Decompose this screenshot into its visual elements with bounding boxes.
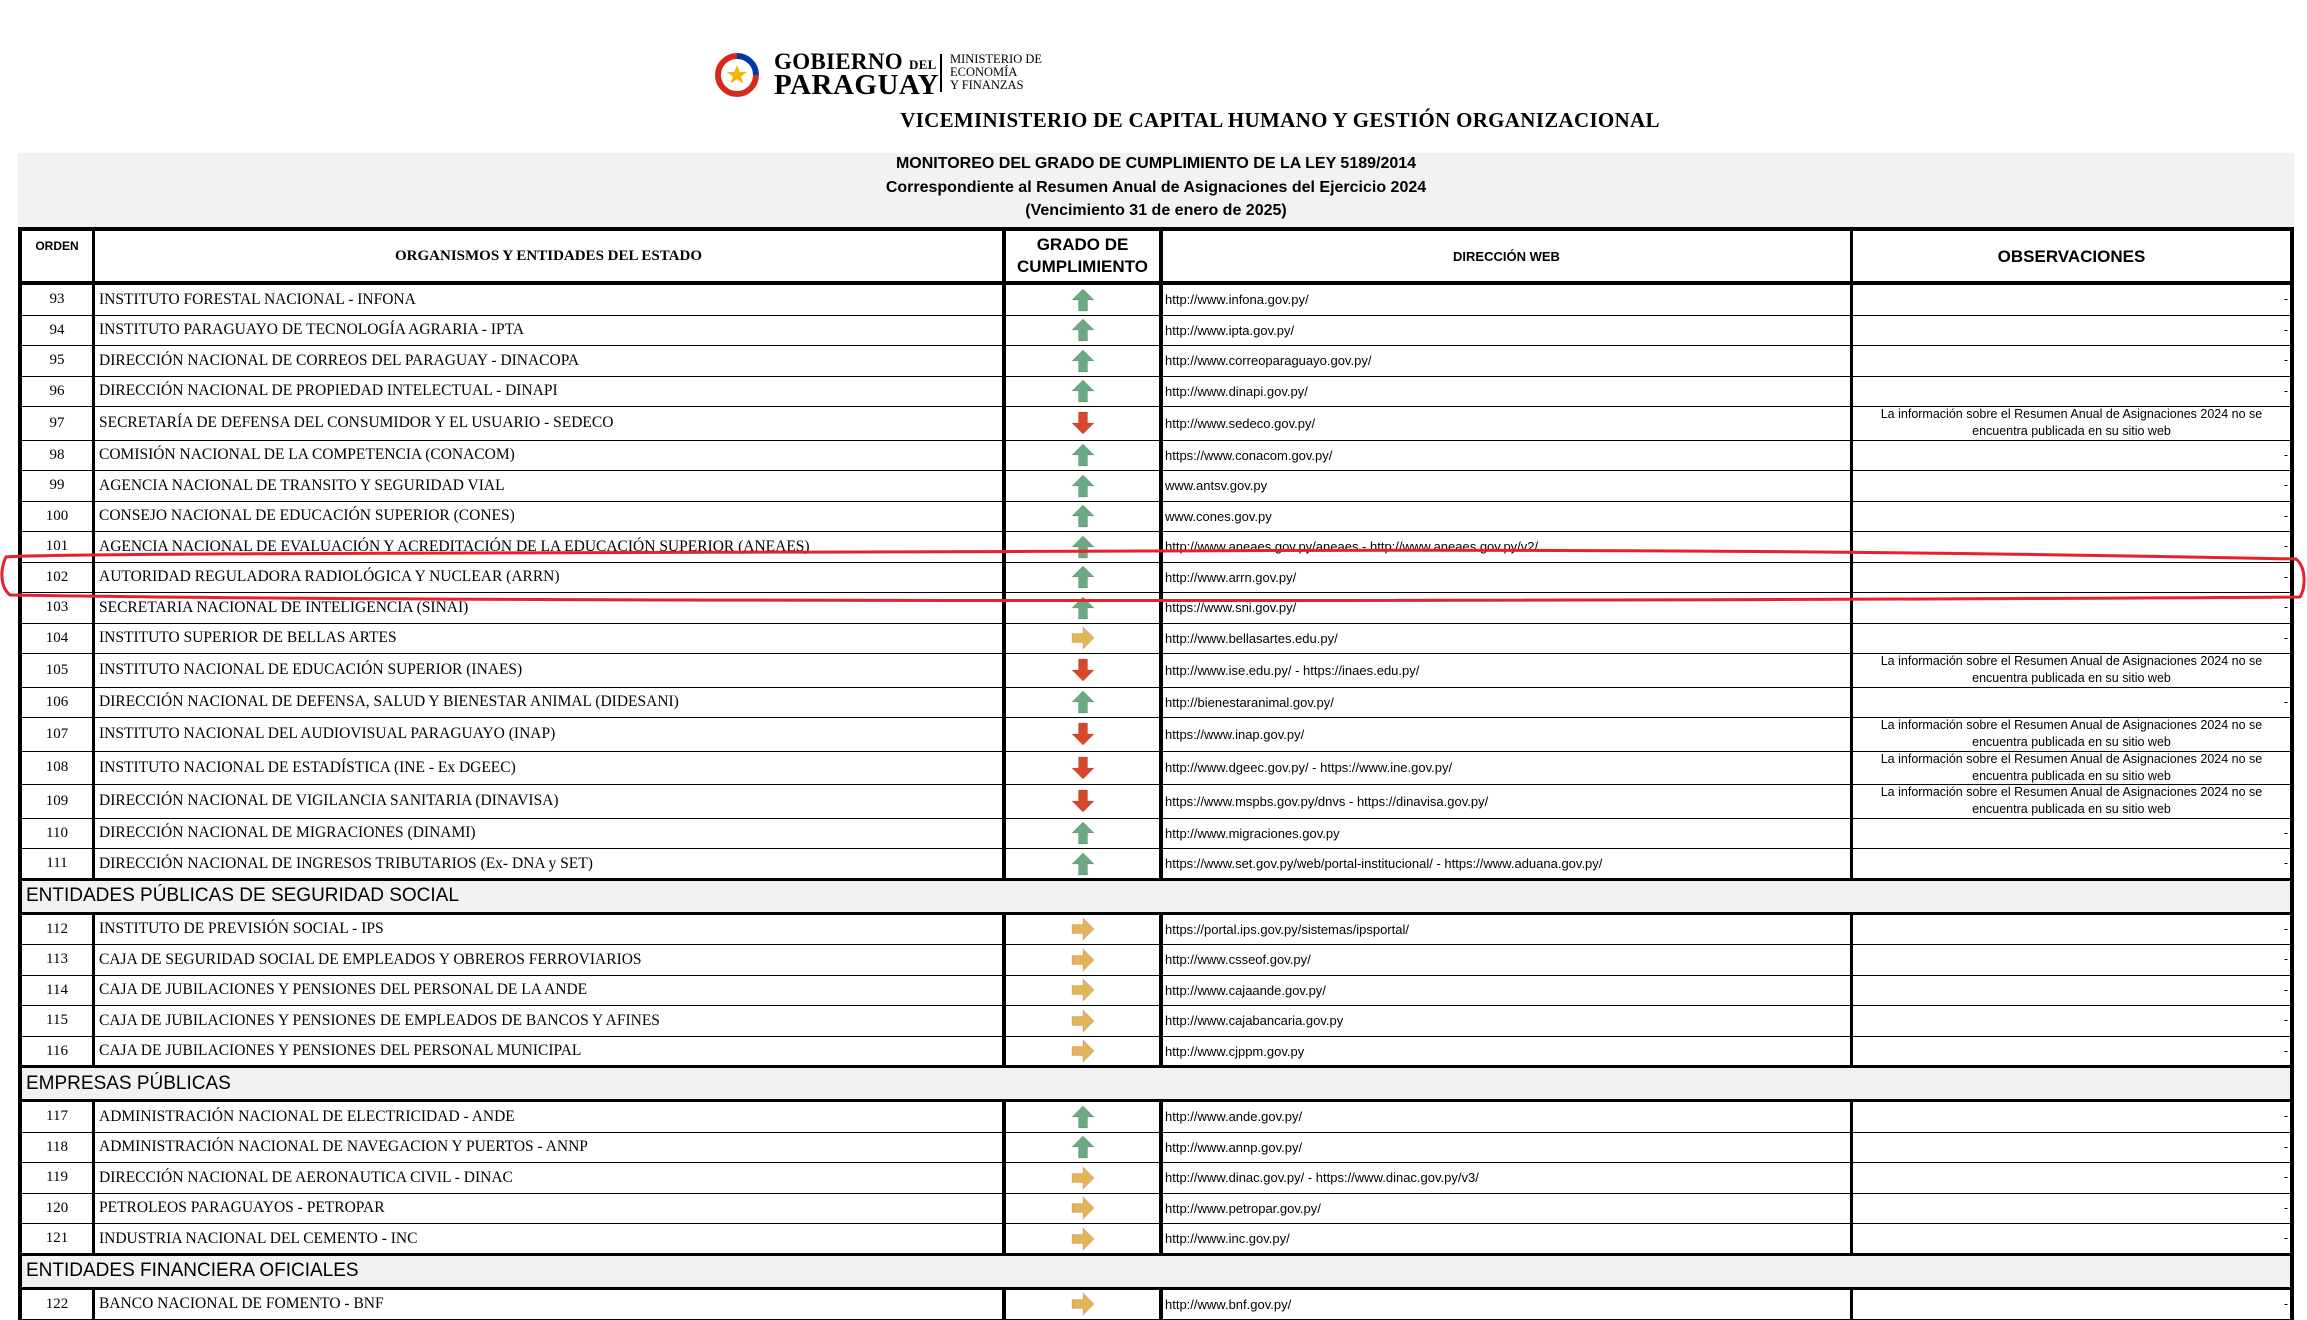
row-observation bbox=[1850, 624, 2290, 654]
row-observation bbox=[1850, 945, 2290, 975]
row-compliance bbox=[1002, 718, 1159, 751]
row-orden: 107 bbox=[22, 718, 92, 751]
arrow-down-icon bbox=[1070, 721, 1096, 747]
report-subtitle: Correspondiente al Resumen Anual de Asignaciones del Ejercicio 2024 bbox=[18, 179, 2294, 197]
row-orden: 117 bbox=[22, 1102, 92, 1132]
row-compliance bbox=[1002, 346, 1159, 376]
row-entity: CAJA DE JUBILACIONES Y PENSIONES DE EMPLEADOS DE BANCOS Y AFINES bbox=[92, 1006, 1002, 1036]
row-orden: 119 bbox=[22, 1163, 92, 1193]
row-entity: DIRECCIÓN NACIONAL DE DEFENSA, SALUD Y BIENESTAR ANIMAL (DIDESANI) bbox=[92, 688, 1002, 718]
arrow-right-icon bbox=[1070, 916, 1096, 942]
row-orden: 108 bbox=[22, 752, 92, 785]
observation-text: - bbox=[2284, 825, 2288, 842]
row-entity: PETROLEOS PARAGUAYOS - PETROPAR bbox=[92, 1194, 1002, 1224]
row-entity: INSTITUTO NACIONAL DE EDUCACIÓN SUPERIOR (INAES) bbox=[92, 654, 1002, 687]
row-web-link[interactable]: http://www.dgeec.gov.py/ - https://www.ine.gov.py/ bbox=[1159, 752, 1850, 785]
row-observation bbox=[1850, 1224, 2290, 1254]
arrow-up-icon bbox=[1070, 287, 1096, 313]
row-entity: AGENCIA NACIONAL DE EVALUACIÓN Y ACREDITACIÓN DE LA EDUCACIÓN SUPERIOR (ANEAES) bbox=[92, 532, 1002, 562]
row-web-link[interactable]: http://www.infona.gov.py/ bbox=[1159, 285, 1850, 315]
row-compliance bbox=[1002, 752, 1159, 785]
row-web-link[interactable]: www.cones.gov.py bbox=[1159, 502, 1850, 532]
row-orden: 116 bbox=[22, 1037, 92, 1067]
gobierno-logo bbox=[714, 50, 1064, 96]
row-observation bbox=[1850, 346, 2290, 376]
row-orden: 98 bbox=[22, 441, 92, 471]
row-web-link[interactable]: http://www.aneaes.gov.py/aneaes - http://www.aneaes.gov.py/v2/ bbox=[1159, 532, 1850, 562]
row-observation bbox=[1850, 316, 2290, 346]
observation-text: - bbox=[2284, 508, 2288, 525]
report-deadline: (Vencimiento 31 de enero de 2025) bbox=[18, 202, 2294, 220]
row-web-link[interactable]: http://bienestaranimal.gov.py/ bbox=[1159, 688, 1850, 718]
row-web-link[interactable]: http://www.migraciones.gov.py bbox=[1159, 819, 1850, 849]
section-header: ENTIDADES PÚBLICAS DE SEGURIDAD SOCIAL bbox=[22, 878, 2290, 915]
row-observation bbox=[1850, 819, 2290, 849]
row-orden: 101 bbox=[22, 532, 92, 562]
row-entity: CONSEJO NACIONAL DE EDUCACIÓN SUPERIOR (CONES) bbox=[92, 502, 1002, 532]
row-observation bbox=[1850, 502, 2290, 532]
table-row bbox=[22, 1037, 2290, 1068]
observation-text: - bbox=[2284, 291, 2288, 308]
row-entity: DIRECCIÓN NACIONAL DE PROPIEDAD INTELECTUAL - DINAPI bbox=[92, 377, 1002, 407]
observation-text: - bbox=[2284, 599, 2288, 616]
viceministerio-title: VICEMINISTERIO DE CAPITAL HUMANO Y GESTIÓN ORGANIZACIONAL bbox=[560, 108, 2000, 133]
row-observation bbox=[1850, 976, 2290, 1006]
observation-text: - bbox=[2284, 352, 2288, 369]
observation-text: - bbox=[2284, 1043, 2288, 1060]
observation-text: - bbox=[2284, 569, 2288, 586]
row-compliance bbox=[1002, 976, 1159, 1006]
arrow-up-icon bbox=[1070, 820, 1096, 846]
row-web-link[interactable]: http://www.arrn.gov.py/ bbox=[1159, 563, 1850, 593]
row-orden: 97 bbox=[22, 407, 92, 440]
arrow-down-icon bbox=[1070, 755, 1096, 781]
row-orden: 106 bbox=[22, 688, 92, 718]
observation-text: - bbox=[2284, 855, 2288, 872]
row-compliance bbox=[1002, 502, 1159, 532]
row-observation bbox=[1850, 1037, 2290, 1067]
table-row bbox=[22, 785, 2290, 819]
row-web-link[interactable]: http://www.bellasartes.edu.py/ bbox=[1159, 624, 1850, 654]
table-row bbox=[22, 1290, 2290, 1320]
row-orden: 122 bbox=[22, 1290, 92, 1320]
row-compliance bbox=[1002, 654, 1159, 687]
row-compliance bbox=[1002, 1133, 1159, 1163]
row-entity: CAJA DE JUBILACIONES Y PENSIONES DEL PERSONAL DE LA ANDE bbox=[92, 976, 1002, 1006]
row-observation bbox=[1850, 1133, 2290, 1163]
table-row bbox=[22, 316, 2290, 347]
table-row bbox=[22, 563, 2290, 594]
table-row bbox=[22, 752, 2290, 786]
row-entity: DIRECCIÓN NACIONAL DE VIGILANCIA SANITARIA (DINAVISA) bbox=[92, 785, 1002, 818]
row-compliance bbox=[1002, 849, 1159, 879]
row-compliance bbox=[1002, 1006, 1159, 1036]
observation-text: - bbox=[2284, 1108, 2288, 1125]
table-row bbox=[22, 819, 2290, 850]
row-entity: INSTITUTO SUPERIOR DE BELLAS ARTES bbox=[92, 624, 1002, 654]
arrow-right-icon bbox=[1070, 1165, 1096, 1191]
table-row bbox=[22, 502, 2290, 533]
arrow-down-icon bbox=[1070, 788, 1096, 814]
row-compliance bbox=[1002, 819, 1159, 849]
table-header-row bbox=[22, 231, 2290, 285]
table-row bbox=[22, 471, 2290, 502]
row-observation bbox=[1850, 377, 2290, 407]
row-entity: INSTITUTO DE PREVISIÓN SOCIAL - IPS bbox=[92, 915, 1002, 945]
table-row bbox=[22, 1224, 2290, 1255]
row-web-link[interactable]: http://www.dinapi.gov.py/ bbox=[1159, 377, 1850, 407]
row-observation bbox=[1850, 718, 2290, 751]
table-row bbox=[22, 1163, 2290, 1194]
row-observation bbox=[1850, 785, 2290, 818]
row-observation bbox=[1850, 1290, 2290, 1320]
row-observation bbox=[1850, 471, 2290, 501]
arrow-up-icon bbox=[1070, 1134, 1096, 1160]
row-web-link[interactable]: http://www.petropar.gov.py/ bbox=[1159, 1194, 1850, 1224]
table-row bbox=[22, 654, 2290, 688]
header-organismos: ORGANISMOS Y ENTIDADES DEL ESTADO bbox=[92, 231, 1002, 281]
arrow-up-icon bbox=[1070, 348, 1096, 374]
arrow-right-icon bbox=[1070, 977, 1096, 1003]
row-orden: 112 bbox=[22, 915, 92, 945]
observation-text: La información sobre el Resumen Anual de Asignaciones 2024 no se encuentra publicada en su sitio web bbox=[1857, 784, 2286, 818]
header-grado: GRADO DE CUMPLIMIENTO bbox=[1002, 231, 1159, 281]
row-orden: 120 bbox=[22, 1194, 92, 1224]
row-entity: ADMINISTRACIÓN NACIONAL DE ELECTRICIDAD - ANDE bbox=[92, 1102, 1002, 1132]
row-compliance bbox=[1002, 441, 1159, 471]
row-compliance bbox=[1002, 1194, 1159, 1224]
arrow-right-icon bbox=[1070, 625, 1096, 651]
section-header: ENTIDADES FINANCIERA OFICIALES bbox=[22, 1253, 2290, 1290]
table-row bbox=[22, 1006, 2290, 1037]
header-orden: ORDEN bbox=[22, 231, 92, 281]
row-orden: 102 bbox=[22, 563, 92, 593]
row-observation bbox=[1850, 654, 2290, 687]
row-compliance bbox=[1002, 624, 1159, 654]
row-web-link[interactable]: https://www.mspbs.gov.py/dnvs - https://dinavisa.gov.py/ bbox=[1159, 785, 1850, 818]
observation-text: La información sobre el Resumen Anual de Asignaciones 2024 no se encuentra publicada en su sitio web bbox=[1857, 653, 2286, 687]
table-row bbox=[22, 593, 2290, 624]
row-web-link[interactable]: https://www.inap.gov.py/ bbox=[1159, 718, 1850, 751]
arrow-up-icon bbox=[1070, 442, 1096, 468]
row-orden: 94 bbox=[22, 316, 92, 346]
compliance-table bbox=[18, 227, 2294, 1320]
row-web-link[interactable]: https://www.sni.gov.py/ bbox=[1159, 593, 1850, 623]
header-web: DIRECCIÓN WEB bbox=[1159, 231, 1850, 281]
observation-text: - bbox=[2284, 1139, 2288, 1156]
arrow-right-icon bbox=[1070, 1291, 1096, 1317]
row-orden: 103 bbox=[22, 593, 92, 623]
row-orden: 113 bbox=[22, 945, 92, 975]
row-compliance bbox=[1002, 1037, 1159, 1067]
row-entity: INSTITUTO FORESTAL NACIONAL - INFONA bbox=[92, 285, 1002, 315]
observation-text: - bbox=[2284, 1169, 2288, 1186]
table-row bbox=[22, 441, 2290, 472]
observation-text: - bbox=[2284, 477, 2288, 494]
row-compliance bbox=[1002, 688, 1159, 718]
row-web-link[interactable]: https://www.conacom.gov.py/ bbox=[1159, 441, 1850, 471]
observation-text: La información sobre el Resumen Anual de Asignaciones 2024 no se encuentra publicada en su sitio web bbox=[1857, 751, 2286, 785]
table-row bbox=[22, 915, 2290, 946]
row-web-link[interactable]: http://www.dinac.gov.py/ - https://www.dinac.gov.py/v3/ bbox=[1159, 1163, 1850, 1193]
row-web-link[interactable]: http://www.bnf.gov.py/ bbox=[1159, 1290, 1850, 1320]
row-compliance bbox=[1002, 945, 1159, 975]
arrow-right-icon bbox=[1070, 1195, 1096, 1221]
arrow-up-icon bbox=[1070, 1104, 1096, 1130]
row-observation bbox=[1850, 563, 2290, 593]
row-entity: AUTORIDAD REGULADORA RADIOLÓGICA Y NUCLEAR (ARRN) bbox=[92, 563, 1002, 593]
row-entity: CAJA DE SEGURIDAD SOCIAL DE EMPLEADOS Y OBREROS FERROVIARIOS bbox=[92, 945, 1002, 975]
row-web-link[interactable]: http://www.cajaande.gov.py/ bbox=[1159, 976, 1850, 1006]
row-compliance bbox=[1002, 407, 1159, 440]
logo-paraguay-text: PARAGUAY bbox=[774, 70, 939, 100]
row-observation bbox=[1850, 1163, 2290, 1193]
table-row bbox=[22, 1194, 2290, 1225]
row-entity: INSTITUTO NACIONAL DE ESTADÍSTICA (INE - Ex DGEEC) bbox=[92, 752, 1002, 785]
observation-text: - bbox=[2284, 538, 2288, 555]
row-orden: 115 bbox=[22, 1006, 92, 1036]
table-body bbox=[22, 285, 2290, 1320]
table-row bbox=[22, 976, 2290, 1007]
row-web-link[interactable]: https://portal.ips.gov.py/sistemas/ipsportal/ bbox=[1159, 915, 1850, 945]
row-observation bbox=[1850, 752, 2290, 785]
logo-gobierno-text: GOBIERNO DEL bbox=[774, 51, 937, 76]
row-orden: 100 bbox=[22, 502, 92, 532]
row-web-link[interactable]: http://www.ande.gov.py/ bbox=[1159, 1102, 1850, 1132]
arrow-down-icon bbox=[1070, 410, 1096, 436]
arrow-right-icon bbox=[1070, 1226, 1096, 1252]
row-orden: 110 bbox=[22, 819, 92, 849]
arrow-down-icon bbox=[1070, 657, 1096, 683]
observation-text: - bbox=[2284, 1200, 2288, 1217]
row-web-link[interactable]: http://www.cjppm.gov.py bbox=[1159, 1037, 1850, 1067]
row-compliance bbox=[1002, 1163, 1159, 1193]
observation-text: - bbox=[2284, 322, 2288, 339]
observation-text: - bbox=[2284, 1012, 2288, 1029]
arrow-up-icon bbox=[1070, 595, 1096, 621]
row-observation bbox=[1850, 1006, 2290, 1036]
row-observation bbox=[1850, 1194, 2290, 1224]
row-observation bbox=[1850, 285, 2290, 315]
row-web-link[interactable]: http://www.cajabancaria.gov.py bbox=[1159, 1006, 1850, 1036]
row-orden: 114 bbox=[22, 976, 92, 1006]
paraguay-emblem-icon bbox=[714, 52, 760, 98]
row-orden: 109 bbox=[22, 785, 92, 818]
row-orden: 111 bbox=[22, 849, 92, 879]
row-observation bbox=[1850, 1102, 2290, 1132]
row-entity: INSTITUTO PARAGUAYO DE TECNOLOGÍA AGRARIA - IPTA bbox=[92, 316, 1002, 346]
row-web-link[interactable]: http://www.ise.edu.py/ - https://inaes.edu.py/ bbox=[1159, 654, 1850, 687]
row-compliance bbox=[1002, 593, 1159, 623]
row-web-link[interactable]: http://www.ipta.gov.py/ bbox=[1159, 316, 1850, 346]
row-web-link[interactable]: http://www.inc.gov.py/ bbox=[1159, 1224, 1850, 1254]
row-web-link[interactable]: http://www.annp.gov.py/ bbox=[1159, 1133, 1850, 1163]
header-observaciones: OBSERVACIONES bbox=[1850, 231, 2290, 281]
row-orden: 93 bbox=[22, 285, 92, 315]
row-compliance bbox=[1002, 785, 1159, 818]
observation-text: - bbox=[2284, 921, 2288, 938]
row-observation bbox=[1850, 915, 2290, 945]
logo-separator bbox=[940, 54, 942, 92]
arrow-up-icon bbox=[1070, 534, 1096, 560]
section-header: EMPRESAS PÚBLICAS bbox=[22, 1065, 2290, 1102]
row-entity: DIRECCIÓN NACIONAL DE INGRESOS TRIBUTARIOS (Ex- DNA y SET) bbox=[92, 849, 1002, 879]
table-row bbox=[22, 688, 2290, 719]
row-orden: 99 bbox=[22, 471, 92, 501]
table-row bbox=[22, 1102, 2290, 1133]
row-compliance bbox=[1002, 532, 1159, 562]
observation-text: La información sobre el Resumen Anual de Asignaciones 2024 no se encuentra publicada en su sitio web bbox=[1857, 406, 2286, 440]
observation-text: - bbox=[2284, 630, 2288, 647]
row-entity: DIRECCIÓN NACIONAL DE AERONAUTICA CIVIL - DINAC bbox=[92, 1163, 1002, 1193]
row-entity: ADMINISTRACIÓN NACIONAL DE NAVEGACION Y PUERTOS - ANNP bbox=[92, 1133, 1002, 1163]
arrow-up-icon bbox=[1070, 503, 1096, 529]
table-row bbox=[22, 346, 2290, 377]
observation-text: - bbox=[2284, 951, 2288, 968]
observation-text: - bbox=[2284, 1296, 2288, 1313]
row-web-link[interactable]: http://www.sedeco.gov.py/ bbox=[1159, 407, 1850, 440]
row-web-link[interactable]: http://www.csseof.gov.py/ bbox=[1159, 945, 1850, 975]
table-row bbox=[22, 377, 2290, 408]
report-title: MONITOREO DEL GRADO DE CUMPLIMIENTO DE LA LEY 5189/2014 bbox=[18, 155, 2294, 173]
arrow-right-icon bbox=[1070, 1008, 1096, 1034]
row-orden: 104 bbox=[22, 624, 92, 654]
logo-ministerio-text: MINISTERIO DE ECONOMÍA Y FINANZAS bbox=[950, 53, 1042, 92]
row-compliance bbox=[1002, 316, 1159, 346]
table-row bbox=[22, 532, 2290, 563]
row-orden: 105 bbox=[22, 654, 92, 687]
row-web-link[interactable]: http://www.correoparaguayo.gov.py/ bbox=[1159, 346, 1850, 376]
arrow-right-icon bbox=[1070, 1038, 1096, 1064]
row-compliance bbox=[1002, 1290, 1159, 1320]
table-row bbox=[22, 849, 2290, 880]
row-web-link[interactable]: https://www.set.gov.py/web/portal-institucional/ - https://www.aduana.gov.py/ bbox=[1159, 849, 1850, 879]
arrow-up-icon bbox=[1070, 564, 1096, 590]
row-compliance bbox=[1002, 915, 1159, 945]
row-entity: CAJA DE JUBILACIONES Y PENSIONES DEL PERSONAL MUNICIPAL bbox=[92, 1037, 1002, 1067]
row-orden: 121 bbox=[22, 1224, 92, 1254]
row-orden: 95 bbox=[22, 346, 92, 376]
table-row bbox=[22, 407, 2290, 441]
row-entity: INDUSTRIA NACIONAL DEL CEMENTO - INC bbox=[92, 1224, 1002, 1254]
row-compliance bbox=[1002, 1102, 1159, 1132]
arrow-up-icon bbox=[1070, 689, 1096, 715]
row-compliance bbox=[1002, 377, 1159, 407]
arrow-up-icon bbox=[1070, 317, 1096, 343]
row-compliance bbox=[1002, 285, 1159, 315]
table-row bbox=[22, 945, 2290, 976]
observation-text: La información sobre el Resumen Anual de Asignaciones 2024 no se encuentra publicada en su sitio web bbox=[1857, 717, 2286, 751]
table-row bbox=[22, 624, 2290, 655]
row-entity: COMISIÓN NACIONAL DE LA COMPETENCIA (CONACOM) bbox=[92, 441, 1002, 471]
row-observation bbox=[1850, 441, 2290, 471]
row-entity: INSTITUTO NACIONAL DEL AUDIOVISUAL PARAGUAYO (INAP) bbox=[92, 718, 1002, 751]
row-compliance bbox=[1002, 1224, 1159, 1254]
row-orden: 118 bbox=[22, 1133, 92, 1163]
row-observation bbox=[1850, 532, 2290, 562]
table-row bbox=[22, 1133, 2290, 1164]
row-entity: DIRECCIÓN NACIONAL DE CORREOS DEL PARAGUAY - DINACOPA bbox=[92, 346, 1002, 376]
arrow-up-icon bbox=[1070, 378, 1096, 404]
table-row bbox=[22, 718, 2290, 752]
arrow-up-icon bbox=[1070, 473, 1096, 499]
table-row bbox=[22, 285, 2290, 316]
row-entity: BANCO NACIONAL DE FOMENTO - BNF bbox=[92, 1290, 1002, 1320]
row-orden: 96 bbox=[22, 377, 92, 407]
arrow-up-icon bbox=[1070, 851, 1096, 877]
observation-text: - bbox=[2284, 1230, 2288, 1247]
row-compliance bbox=[1002, 563, 1159, 593]
row-observation bbox=[1850, 593, 2290, 623]
report-header bbox=[18, 153, 2294, 227]
arrow-right-icon bbox=[1070, 947, 1096, 973]
observation-text: - bbox=[2284, 982, 2288, 999]
observation-text: - bbox=[2284, 694, 2288, 711]
observation-text: - bbox=[2284, 447, 2288, 464]
row-observation bbox=[1850, 688, 2290, 718]
row-observation bbox=[1850, 849, 2290, 879]
row-web-link[interactable]: www.antsv.gov.py bbox=[1159, 471, 1850, 501]
row-entity: SECRETARIA NACIONAL DE INTELIGENCIA (SINAI) bbox=[92, 593, 1002, 623]
row-entity: SECRETARÍA DE DEFENSA DEL CONSUMIDOR Y EL USUARIO - SEDECO bbox=[92, 407, 1002, 440]
row-entity: AGENCIA NACIONAL DE TRANSITO Y SEGURIDAD VIAL bbox=[92, 471, 1002, 501]
row-observation bbox=[1850, 407, 2290, 440]
observation-text: - bbox=[2284, 383, 2288, 400]
row-entity: DIRECCIÓN NACIONAL DE MIGRACIONES (DINAMI) bbox=[92, 819, 1002, 849]
row-compliance bbox=[1002, 471, 1159, 501]
